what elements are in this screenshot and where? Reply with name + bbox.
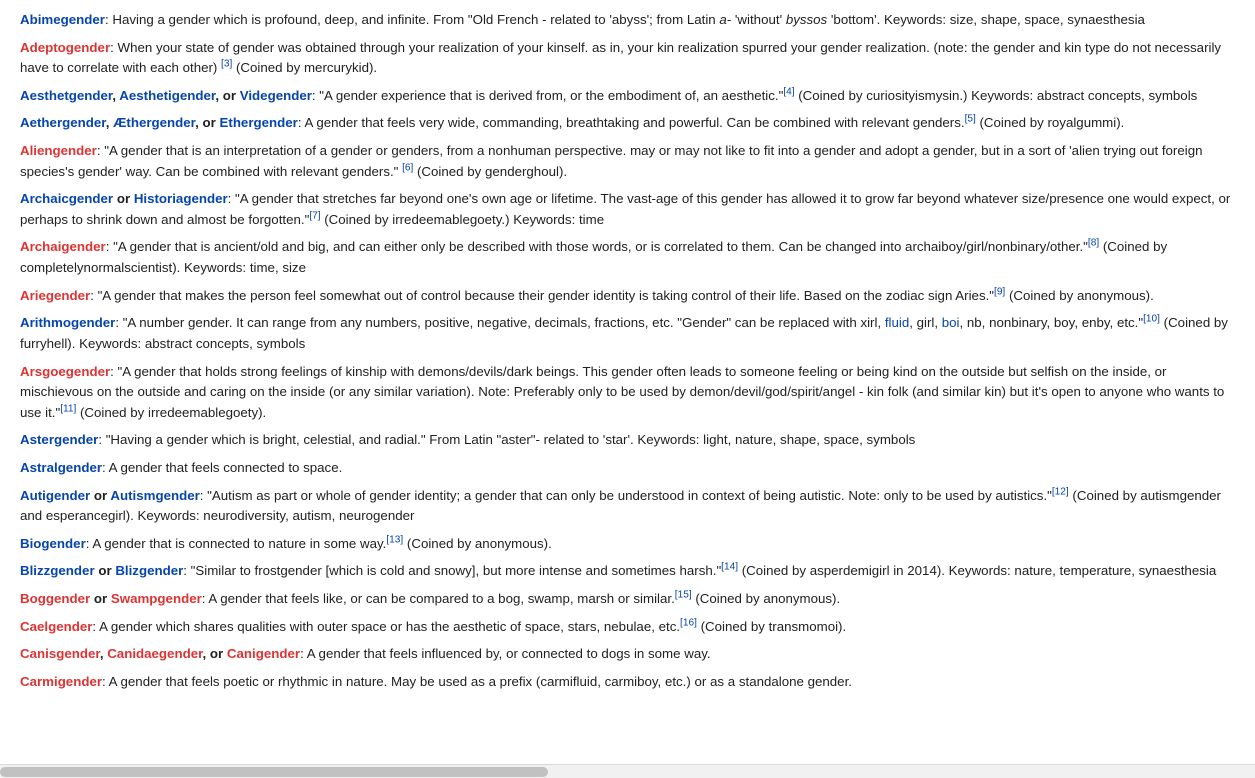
definition-text: : "A gender that stretches far beyond one's own age or lifetime. The vast-age of this gender has allowed it to grow far beyond whatever size/presence one would expect, or perhaps to shrink down and almost be forgotten." xyxy=(20,191,1231,227)
definition-text: : "A gender that makes the person feel somewhat out of control because their gender identity is taking control of their life. Based on the zodiac sign Aries." xyxy=(90,287,995,303)
reference-link[interactable]: [6] xyxy=(402,162,414,174)
glossary-term-link[interactable]: Adeptogender xyxy=(20,39,111,55)
reference-marker[interactable] xyxy=(721,562,738,573)
scrollbar-thumb[interactable] xyxy=(0,767,548,777)
glossary-term-link[interactable]: Archaicgender xyxy=(20,191,114,207)
glossary-term-link[interactable]: Boggender xyxy=(20,591,91,607)
term-connector: , or xyxy=(195,115,220,131)
glossary-term-link[interactable]: Ariegender xyxy=(20,287,91,303)
definition-text: (Coined by autismgender and esperancegirl). Keywords: neurodiversity, autism, neurogender xyxy=(20,487,1221,524)
term-connector: , or xyxy=(202,646,227,662)
definition-text: , girl, xyxy=(909,315,942,331)
definition-text: : A gender that feels like, or can be compared to a bog, swamp, marsh or similar. xyxy=(201,591,675,607)
glossary-entry xyxy=(20,589,1235,610)
definition-text: : A gender which shares qualities with outer space or has the aesthetic of space, stars, nebulae, etc. xyxy=(92,618,681,634)
glossary-entry xyxy=(20,430,1235,451)
definition-text: : A gender that feels very wide, commanding, breathtaking and powerful. Can be combined with relevant genders. xyxy=(297,115,965,131)
definition-text: : When your state of gender was obtained through your realization of your kinself. as in, your kin realization spurred your gender realization. (note: the gender and kin type do not necessarily have to correlate with each other) xyxy=(20,39,1222,76)
glossary-term-link[interactable]: Astergender xyxy=(20,432,99,448)
reference-link[interactable]: [16] xyxy=(680,617,697,629)
reference-link[interactable]: [14] xyxy=(721,561,739,573)
glossary-entry xyxy=(20,141,1235,182)
definition-text: (Coined by irredeemablegoety). xyxy=(76,404,267,420)
definition-text: : "Similar to frostgender [which is cold and snowy], but more intense and sometimes harsh." xyxy=(183,563,722,579)
reference-marker[interactable] xyxy=(402,162,413,173)
glossary-term-link[interactable]: Arsgoegender xyxy=(20,363,111,379)
glossary-term-link[interactable]: Aesthetgender xyxy=(20,87,113,103)
definition-text: (Coined by asperdemigirl in 2014). Keywords: nature, temperature, synaesthesia xyxy=(738,563,1217,579)
glossary-entry xyxy=(20,458,1235,479)
glossary-alt-term-link[interactable]: Canidaegender xyxy=(107,646,203,662)
horizontal-scrollbar[interactable] xyxy=(0,764,1255,778)
reference-marker[interactable] xyxy=(680,617,697,628)
definition-text: 'bottom'. Keywords: size, shape, space, synaesthesia xyxy=(827,12,1145,27)
reference-marker[interactable] xyxy=(1052,486,1069,497)
glossary-entry xyxy=(20,189,1235,230)
italic-text: a- xyxy=(719,12,732,27)
definition-text: : "A gender that is ancient/old and big, and can either only be described with those words, or is correlated to them. Can be changed into archaiboy/girl/nonbinary/other." xyxy=(105,239,1088,255)
reference-link[interactable]: [10] xyxy=(1143,313,1160,325)
glossary-term-link[interactable]: Archaigender xyxy=(20,239,106,255)
definition-text: : A gender that feels influenced by, or connected to dogs in some way. xyxy=(300,646,711,662)
glossary-term-link[interactable]: Arithmogender xyxy=(20,315,116,331)
glossary-entry xyxy=(20,10,1235,31)
term-connector: , xyxy=(112,87,120,103)
definition-text: (Coined by completelynormalscientist). Keywords: time, size xyxy=(20,239,1168,276)
definition-text: (Coined by royalgummi). xyxy=(975,115,1125,131)
definition-text: : "Autism as part or whole of gender identity; a gender that can only be understood in context of being autistic. Note: only to be used by autistics." xyxy=(199,487,1052,503)
reference-marker[interactable] xyxy=(221,59,232,70)
reference-marker[interactable] xyxy=(675,590,692,601)
reference-link[interactable]: [15] xyxy=(674,589,692,601)
glossary-term-link[interactable]: Biogender xyxy=(20,535,86,551)
reference-link[interactable]: [8] xyxy=(1087,238,1100,250)
glossary-alt-term-link[interactable]: Autismgender xyxy=(110,487,200,503)
glossary-entry xyxy=(20,486,1235,527)
reference-link[interactable]: [4] xyxy=(783,86,795,98)
term-connector: or xyxy=(90,487,111,503)
definition-text: (Coined by anonymous). xyxy=(403,535,552,551)
glossary-entry xyxy=(20,561,1235,582)
glossary-alt-term-link[interactable]: Aesthetigender xyxy=(119,87,216,103)
term-connector: , xyxy=(105,115,114,131)
term-connector: or xyxy=(113,191,134,207)
reference-link[interactable]: [3] xyxy=(221,58,233,70)
glossary-alt-term-link[interactable]: Videgender xyxy=(239,87,312,103)
term-connector: or xyxy=(90,591,111,607)
glossary-alt-term-link[interactable]: Blizgender xyxy=(115,563,184,579)
glossary-term-link[interactable]: Abimegender xyxy=(20,12,105,27)
glossary-term-link[interactable]: Autigender xyxy=(20,487,91,503)
definition-text: (Coined by irredeemablegoety.) Keywords: time xyxy=(320,211,605,227)
reference-marker[interactable] xyxy=(1143,314,1160,325)
definition-text: : "A number gender. It can range from any numbers, positive, negative, decimals, fractions, etc. "Gender" can be replaced with xirl, xyxy=(115,315,885,331)
inline-link[interactable]: boi xyxy=(941,315,960,331)
reference-link[interactable]: [7] xyxy=(309,210,321,222)
glossary-term-link[interactable]: Aethergender xyxy=(20,115,106,131)
term-connector: , xyxy=(99,646,108,662)
definition-text: : A gender that is connected to nature in some way. xyxy=(85,535,387,551)
glossary-alt-term-link[interactable]: Ethergender xyxy=(219,115,298,131)
definition-text: (Coined by genderghoul). xyxy=(413,163,568,179)
reference-marker[interactable] xyxy=(965,114,976,125)
definition-text: (Coined by transmomoi). xyxy=(696,618,847,634)
glossary-term-link[interactable]: Blizzgender xyxy=(20,563,95,579)
reference-link[interactable]: [5] xyxy=(964,114,976,126)
glossary-entry xyxy=(20,644,1235,665)
reference-link[interactable]: [13] xyxy=(386,534,404,546)
glossary-alt-term-link[interactable]: Canigender xyxy=(226,646,301,662)
definition-text: : Having a gender which is profound, deep, and infinite. From "Old French - related to 'abyss'; from Latin xyxy=(104,12,720,27)
reference-marker[interactable] xyxy=(994,286,1005,297)
glossary-term-link[interactable]: Aliengender xyxy=(20,143,97,159)
reference-link[interactable]: [11] xyxy=(60,403,77,415)
glossary-term-link[interactable]: Caelgender xyxy=(20,618,93,634)
definition-text: 'without' xyxy=(731,12,786,27)
glossary-entry xyxy=(20,362,1235,424)
glossary-entry xyxy=(20,286,1235,307)
definition-text: : "A gender that holds strong feelings of kinship with demons/devils/dark beings. This gender often leads to someone feeling or being kind on the outside but selfish on the inside, or mischievous on the outside and caring on the inside (or any similar variation). Note: Preferably only to be used by demon/devil/god/spirit/angel - kin folk (and similar kin) but it's open to anyone who wants to use it." xyxy=(20,363,1225,420)
definition-text: (Coined by mercurykid). xyxy=(232,60,378,76)
italic-text: byssos xyxy=(785,12,828,27)
inline-link[interactable]: fluid xyxy=(884,315,910,331)
term-connector: or xyxy=(94,563,116,579)
definition-text: : "Having a gender which is bright, celestial, and radial." From Latin "aster"- related to 'star'. Keywords: light, nature, shape, space, symbols xyxy=(98,432,916,448)
glossary-entry xyxy=(20,237,1235,278)
reference-marker[interactable] xyxy=(60,403,76,414)
definition-text: (Coined by curiosityismysin.) Keywords: abstract concepts, symbols xyxy=(794,87,1198,103)
glossary-alt-term-link[interactable]: Æthergender xyxy=(113,115,196,131)
definition-text: (Coined by anonymous). xyxy=(691,591,841,607)
glossary-term-link[interactable]: Carmigender xyxy=(20,673,103,689)
reference-link[interactable]: [12] xyxy=(1051,486,1069,498)
glossary-alt-term-link[interactable]: Swampgender xyxy=(110,591,202,607)
reference-marker[interactable] xyxy=(1088,238,1099,249)
glossary-entry xyxy=(20,38,1235,79)
definition-text: (Coined by anonymous). xyxy=(1005,287,1154,303)
term-connector: , or xyxy=(215,87,240,103)
reference-marker[interactable] xyxy=(386,534,403,545)
reference-link[interactable]: [9] xyxy=(994,286,1006,298)
definition-text: : "A gender that is an interpretation of a gender or genders, from a nonhuman perspective. may or may not like to fit into a gender and adopt a gender, but in a sort of 'alien trying out foreign species's gender' way. Can be combined with relevant genders." xyxy=(20,143,1203,179)
definition-text: : A gender that feels connected to space. xyxy=(102,459,343,475)
glossary-entry xyxy=(20,534,1235,555)
definition-text: (Coined by furryhell). Keywords: abstract concepts, symbols xyxy=(20,315,1228,351)
definition-text: : "A gender experience that is derived from, or the embodiment of, an aesthetic." xyxy=(311,87,784,103)
glossary-entry xyxy=(20,313,1235,354)
glossary-entry xyxy=(20,617,1235,638)
glossary-entry xyxy=(20,86,1235,107)
glossary-entry xyxy=(20,672,1235,693)
reference-marker[interactable] xyxy=(783,86,794,97)
definition-text: : A gender that feels poetic or rhythmic in nature. May be used as a prefix (carmifluid, carmiboy, etc.) or as a standalone gender. xyxy=(102,673,852,689)
glossary-entry xyxy=(20,113,1235,134)
reference-marker[interactable] xyxy=(309,210,320,221)
glossary-term-link[interactable]: Astralgender xyxy=(20,459,103,475)
glossary-term-link[interactable]: Canisgender xyxy=(20,646,100,662)
glossary-alt-term-link[interactable]: Historiagender xyxy=(133,191,228,207)
definition-text: , nb, nonbinary, boy, enby, etc." xyxy=(959,315,1144,331)
